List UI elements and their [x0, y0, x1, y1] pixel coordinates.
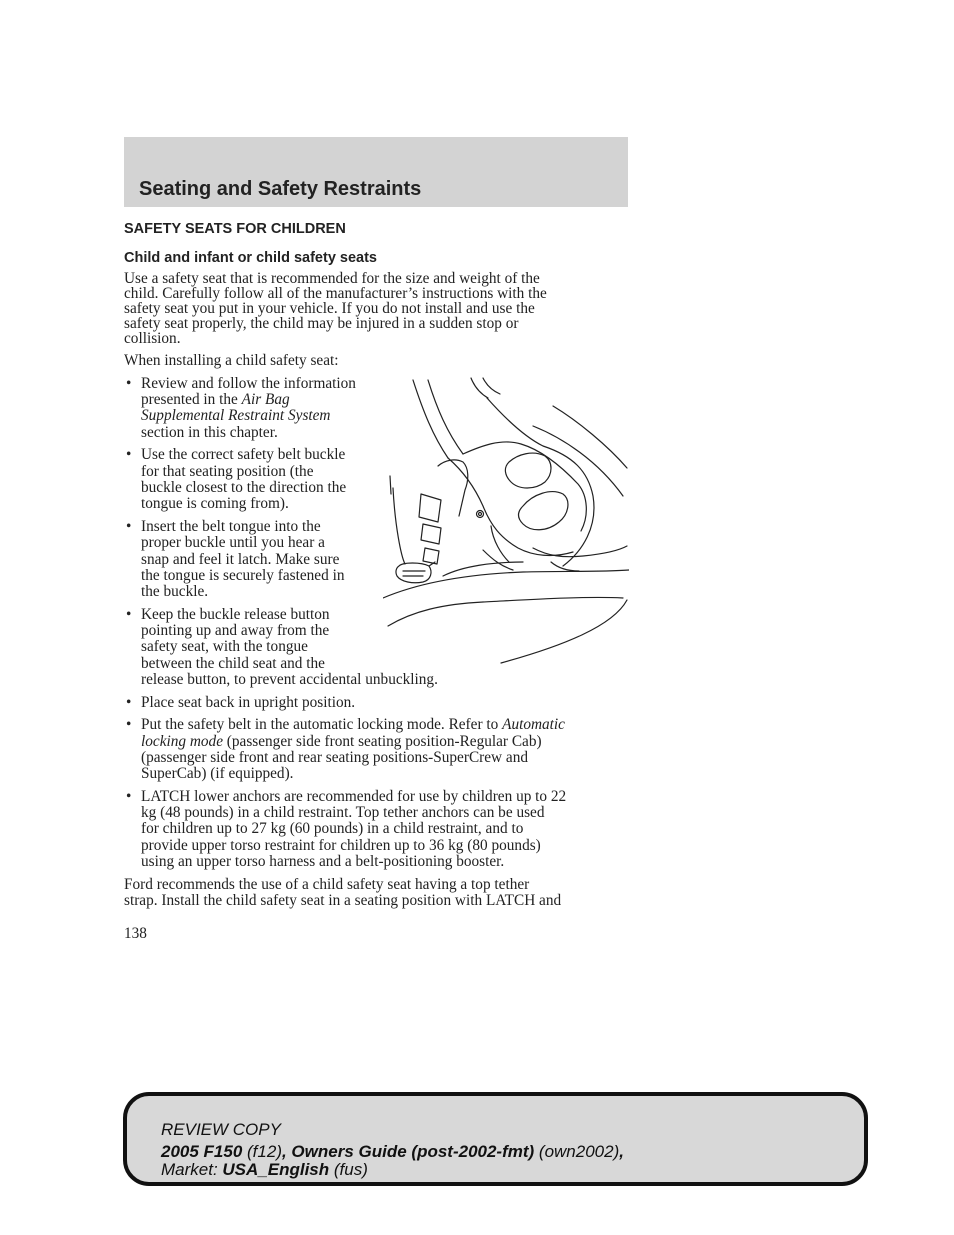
bullet-4-line: Keep the buckle release button: [141, 606, 330, 623]
bullet-4-line: release button, to prevent accidental unbuckling.: [141, 671, 438, 688]
locking-mode-reference: locking mode: [141, 733, 223, 750]
footer-model-code: (f12): [242, 1142, 282, 1161]
footer-guide-code: (own2002): [534, 1142, 620, 1161]
page-number: 138: [124, 925, 147, 942]
bullet-7-line: for children up to 27 kg (60 pounds) in a child restraint, and to: [141, 820, 524, 837]
bullet-6-line: [141, 734, 542, 750]
bullet-6-text: (passenger side front seating position-Regular Cab): [222, 733, 542, 750]
bullet-marker: •: [126, 375, 132, 392]
bullet-7-line: LATCH lower anchors are recommended for use by children up to 22: [141, 788, 567, 805]
bullet-6-text: Put the safety belt in the automatic locking mode. Refer to: [141, 716, 503, 733]
footer-model-line: [161, 1142, 624, 1162]
bullet-2-line: Use the correct safety belt buckle: [141, 446, 346, 463]
bullet-3-line: snap and feel it latch. Make sure: [141, 551, 340, 568]
section-title: Seating and Safety Restraints: [139, 178, 422, 200]
footer-review-label: [161, 1120, 281, 1140]
bullet-3-line: proper buckle until you hear a: [141, 534, 325, 551]
closing-line: strap. Install the child safety seat in a seating position with LATCH and: [124, 892, 562, 909]
footer-market-line: [161, 1160, 368, 1180]
footer-market-label: Market:: [161, 1160, 223, 1179]
bullet-4-line: pointing up and away from the: [141, 622, 330, 639]
footer-market-code: (fus): [329, 1160, 368, 1179]
bullet-1-text: presented in the: [141, 391, 242, 408]
intro-line: child. Carefully follow all of the manufacturer’s instructions with the: [124, 285, 547, 302]
bullet-2-line: tongue is coming from).: [141, 495, 289, 512]
bullet-marker: •: [126, 518, 132, 535]
bullet-3-line: the tongue is securely fastened in: [141, 567, 345, 584]
bullet-5-line: Place seat back in upright position.: [141, 694, 356, 711]
intro-line: safety seat properly, the child may be injured in a sudden stop or: [124, 315, 519, 332]
bullet-marker: •: [126, 446, 132, 463]
automatic-locking-reference: Automatic: [502, 716, 565, 733]
bullet-4-line: between the child seat and the: [141, 655, 325, 672]
bullet-7-line: kg (48 pounds) in a child restraint. Top tether anchors can be used: [141, 804, 545, 821]
bullet-1-line: [141, 408, 330, 424]
review-copy-text: REVIEW COPY: [161, 1120, 281, 1139]
bullet-marker: •: [126, 716, 132, 733]
subheading-child-seats: Child and infant or child safety seats: [124, 250, 377, 266]
seat-belt-buckle-illustration: [383, 376, 629, 664]
footer-comma: ,: [619, 1142, 624, 1161]
bullet-1-line: section in this chapter.: [141, 424, 278, 441]
installing-line: When installing a child safety seat:: [124, 352, 339, 369]
bullet-7-line: using an upper torso harness and a belt-positioning booster.: [141, 853, 505, 870]
bullet-3-line: Insert the belt tongue into the: [141, 518, 321, 535]
bullet-6-line: [141, 717, 565, 733]
bullet-marker: •: [126, 788, 132, 805]
bullet-4-line: safety seat, with the tongue: [141, 638, 308, 655]
intro-line: safety seat you put in your vehicle. If you do not install and use the: [124, 300, 535, 317]
restraint-system-reference: Supplemental Restraint System: [141, 407, 331, 424]
footer-guide: , Owners Guide (post-2002-fmt): [281, 1142, 535, 1161]
footer-market: USA_English: [222, 1160, 330, 1179]
intro-line: Use a safety seat that is recommended for the size and weight of the: [124, 270, 540, 287]
intro-line: collision.: [124, 330, 181, 347]
footer-model: 2005 F150: [161, 1142, 243, 1161]
bullet-6-line: (passenger side front and rear seating positions-SuperCrew and: [141, 749, 528, 766]
bullet-2-line: buckle closest to the direction the: [141, 479, 347, 496]
closing-line: Ford recommends the use of a child safety seat having a top tether: [124, 876, 530, 893]
air-bag-reference: Air Bag: [241, 391, 290, 408]
heading-safety-seats: SAFETY SEATS FOR CHILDREN: [124, 221, 346, 237]
bullet-1-line: [141, 392, 290, 408]
bullet-2-line: for that seating position (the: [141, 463, 314, 480]
bullet-3-line: the buckle.: [141, 583, 209, 600]
bullet-marker: •: [126, 606, 132, 623]
bullet-1-line: Review and follow the information: [141, 375, 356, 392]
bullet-7-line: provide upper torso restraint for children up to 36 kg (80 pounds): [141, 837, 541, 854]
bullet-marker: •: [126, 694, 132, 711]
bullet-6-line: SuperCab) (if equipped).: [141, 765, 294, 782]
